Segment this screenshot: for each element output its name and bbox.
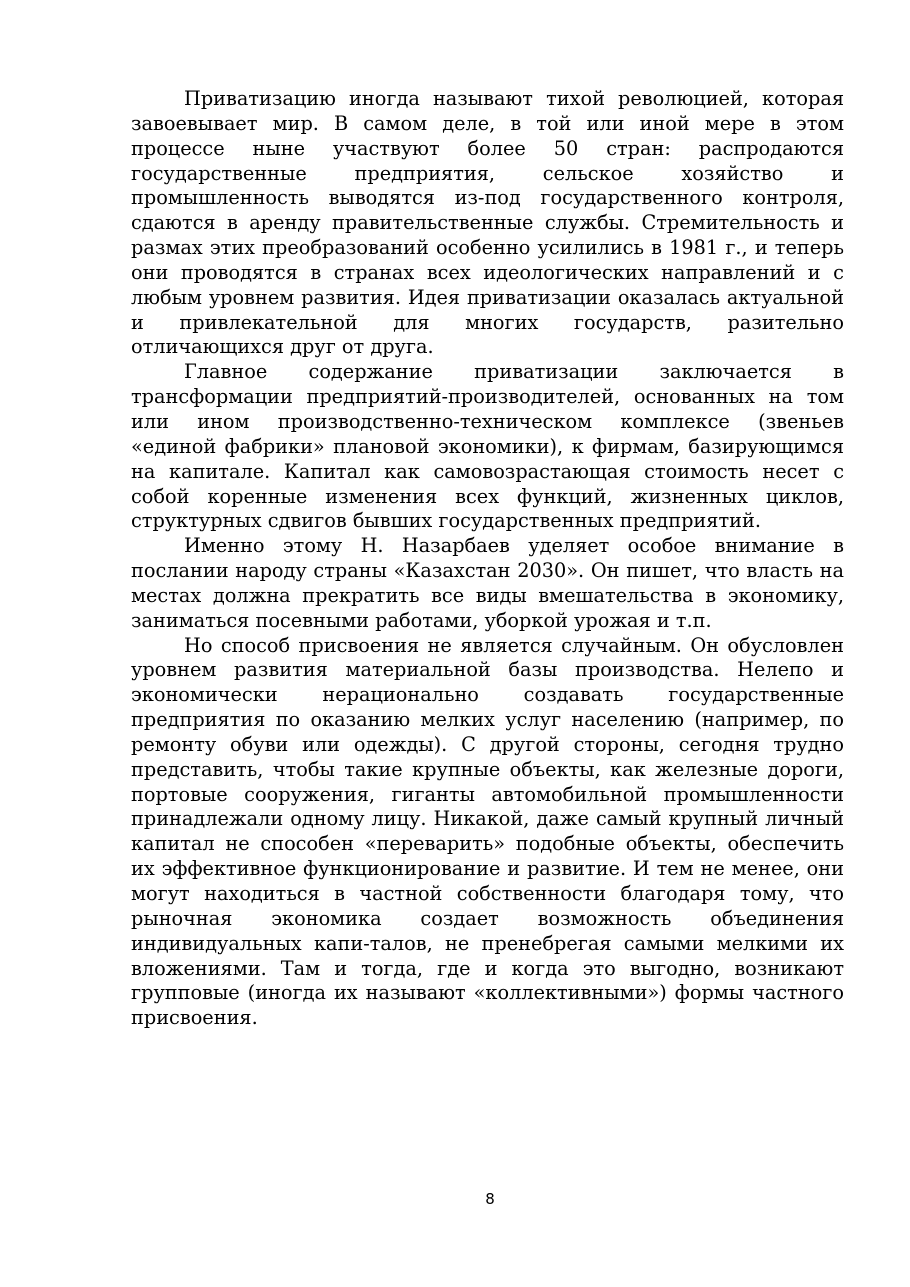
paragraph-2: Главное содержание приватизации заключается в трансформации предприятий-производителей, основанных на том или ином производственно-техническом комплексе (звеньев «единой фабрики» плановой экономики), к фирмам, базирующимся на капитале. Капитал как самовозрастающая стоимость несет с собой коренные изменения всех функций, жизненных циклов, структурных сдвигов бывших государственных предприятий.: [131, 360, 844, 533]
body-text: [131, 87, 844, 1031]
paragraph-1: Приватизацию иногда называют тихой революцией, которая завоевывает мир. В самом деле, в той или иной мере в этом процессе ныне участвуют более 50 стран: распродаются государственные предприятия, сельское хозяйство и промышленность выводятся из-под государственного контроля, сдаются в аренду правительственные службы. Стремительность и размах этих преобразований особенно усилились в 1981 г., и теперь они проводятся в странах всех идеологических направлений и с любым уровнем развития. Идея приватизации оказалась актуальной и привлекательной для многих государств, разительно отличающихся друг от друга.: [131, 87, 844, 359]
paragraph-4: Но способ присвоения не является случайным. Он обусловлен уровнем развития материальной базы производства. Нелепо и экономически нерационально создавать государственные предприятия по оказанию мелких услуг населению (например, по ремонту обуви или одежды). С другой стороны, сегодня трудно представить, чтобы такие крупные объекты, как железные дороги, портовые сооружения, гиганты автомобильной промышленности принадлежали одному лицу. Никакой, даже самый крупный личный капитал не способен «переварить» подобные объекты, обеспечить их эффективное функционирование и развитие. И тем не менее, они могут находиться в частной собственности благодаря тому, что рыночная экономика создает возможность объединения индивидуальных капи-талов, не пренебрегая самыми мелкими их вложениями. Там и тогда, где и когда это выгодно, возникают групповые (иногда их называют «коллективными») формы частного присвоения.: [131, 633, 844, 1030]
paragraph-3: Именно этому Н. Назарбаев уделяет особое внимание в послании народу страны «Казахстан 2030». Он пишет, что власть на местах должна прекратить все виды вмешательства в экономику, заниматься посевными работами, уборкой урожая и т.п.: [131, 534, 844, 632]
page-number: 8: [485, 1190, 495, 1208]
